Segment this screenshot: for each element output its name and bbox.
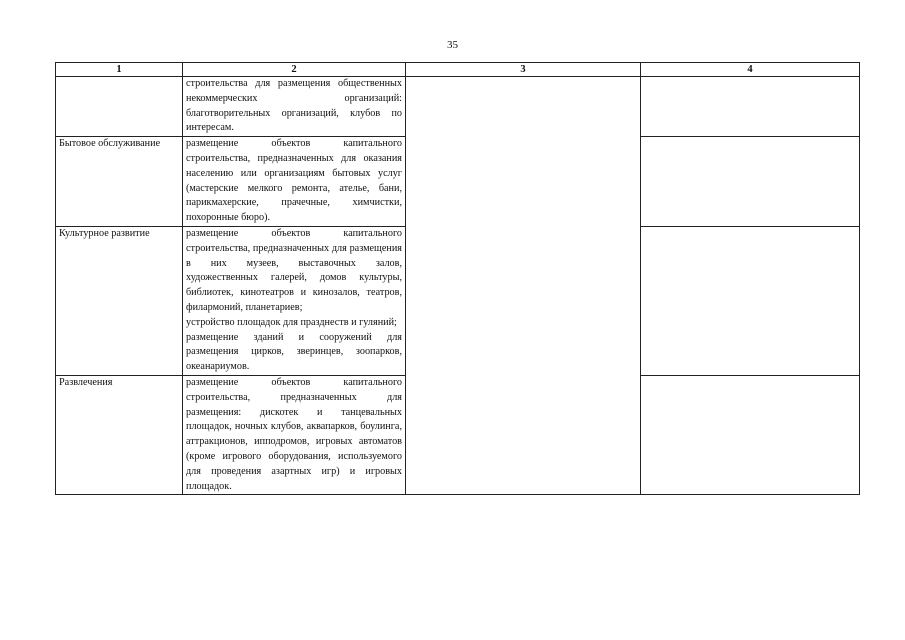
column-header-4: 4 — [641, 63, 860, 77]
description-paragraph: строительства для размещения общественных некоммерческих организаций: благотворительных организаций, клубов по интересам. — [186, 78, 402, 134]
description-paragraph: размещение объектов капитального строительства, предназначенных для размещения в них музеев, выставочных залов, художественных галерей, домов культуры, библиотек, кинотеатров и кинозалов, театров, филармоний, планетариев; — [186, 227, 402, 313]
column-4-cell — [641, 77, 860, 137]
use-description-cell — [183, 375, 406, 494]
column-3-cell — [406, 77, 641, 495]
use-name-cell: Культурное развитие — [56, 226, 183, 375]
column-header-2: 2 — [183, 63, 406, 77]
land-use-table — [55, 62, 860, 495]
use-description-cell — [183, 77, 406, 137]
table-header-row — [56, 63, 860, 77]
use-name-cell: Бытовое обслуживание — [56, 137, 183, 227]
use-name-cell — [56, 77, 183, 137]
description-paragraph: размещение объектов капитального строительства, предназначенных для оказания населению или организациям бытовых услуг (мастерские мелкого ремонта, ателье, бани, парикмахерские, прачечные, химчистки, похоронные бюро). — [186, 138, 402, 224]
column-4-cell — [641, 137, 860, 227]
description-paragraph: устройство площадок для празднеств и гуляний; — [186, 316, 397, 328]
column-header-1: 1 — [56, 63, 183, 77]
use-description-cell — [183, 226, 406, 375]
description-paragraph: размещение объектов капитального строительства, предназначенных для размещения: дискотек и танцевальных площадок, ночных клубов, аквапарков, боулинга, аттракционов, ипподромов, игровых автоматов (кроме игрового оборудования, используемого для проведения азартных игр) и игровых площадок. — [186, 376, 402, 492]
column-4-cell — [641, 226, 860, 375]
column-header-3: 3 — [406, 63, 641, 77]
description-paragraph: размещение зданий и сооружений для размещения цирков, зверинцев, зоопарков, океанариумов. — [186, 331, 402, 373]
page-number: 35 — [447, 39, 458, 51]
column-4-cell — [641, 375, 860, 494]
use-name-cell: Развлечения — [56, 375, 183, 494]
use-description-cell — [183, 137, 406, 227]
table-row-continuation — [56, 77, 860, 137]
